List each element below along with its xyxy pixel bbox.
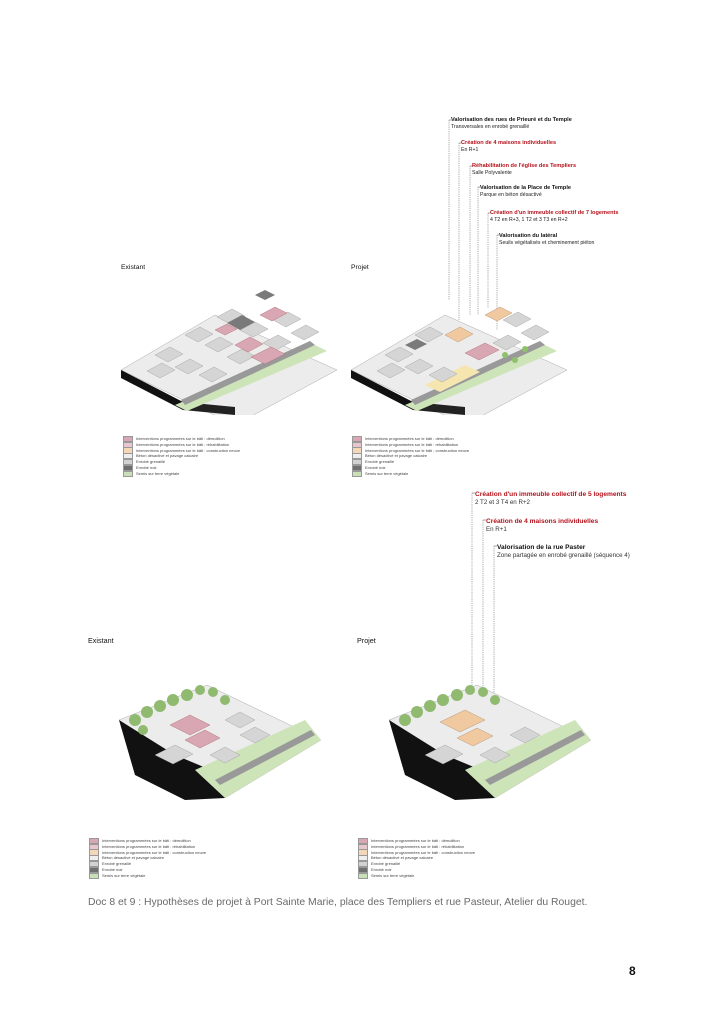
legend-item [358, 873, 475, 879]
annotation-rue-paster [497, 544, 630, 560]
annotation-maisons-doc9 [486, 518, 598, 534]
legend-label: Interventions programmées sur le bâti : réhabilitation [371, 843, 465, 849]
legend-label: Interventions programmées sur le bâti : construction neuve [136, 447, 241, 453]
doc9-existant-axonometric [115, 680, 325, 820]
legend-label: Interventions programmées sur le bâti : construction neuve [371, 849, 476, 855]
legend-label: Béton désactivé et pavage calcaire [365, 453, 428, 459]
legend-swatch [89, 873, 99, 879]
legend-label: Béton désactivé et pavage calcaire [371, 855, 434, 861]
legend-label: Béton désactivé et pavage calcaire [102, 855, 165, 861]
page-number: 8 [629, 964, 636, 978]
annotation-subtitle: En R+1 [486, 526, 507, 533]
doc8-existant-label: Existant [121, 264, 146, 271]
annotation-subtitle: En R+1 [461, 147, 479, 153]
legend-label: Semis sur terre végétale [136, 470, 180, 476]
legend-label: Interventions programmées sur le bâti : démolition [365, 436, 454, 442]
legend-label: Semis sur terre végétale [365, 470, 409, 476]
legend-label: Enrobé grenaillé [371, 861, 401, 867]
legend-label: Semis sur terre végétale [371, 872, 415, 878]
legend-label: Enrobé noir [371, 867, 392, 873]
doc8-projet-label: Projet [351, 264, 369, 271]
figure-caption: Doc 8 et 9 : Hypothèses de projet à Port Sainte Marie, place des Templiers et rue Pasteur, Atelier du Rouget. [88, 897, 588, 908]
annotation-title: Création de 4 maisons individuelles [461, 140, 557, 146]
annotation-title: Valorisation des rues de Prieuré et du Temple [451, 117, 572, 123]
doc9-projet-label: Projet [357, 636, 376, 645]
legend-label: Enrobé grenaillé [136, 459, 166, 465]
annotation-subtitle: Zone partagée en enrobé grenaillé (séquence 4) [497, 552, 630, 559]
legend-label: Béton désactivé et pavage calcaire [136, 453, 199, 459]
legend-item [89, 873, 206, 879]
annotation-title: Valorisation du latéral [499, 233, 558, 239]
doc9-existant-label: Existant [88, 636, 114, 645]
annotation-title: Création d'un immeuble collectif de 7 logements [490, 210, 619, 216]
annotation-title: Réhabilitation de l'église des Templiers [472, 163, 577, 169]
legend-label: Enrobé grenaillé [365, 459, 395, 465]
legend-label: Interventions programmées sur le bâti : construction neuve [102, 849, 207, 855]
legend-label: Interventions programmées sur le bâti : construction neuve [365, 447, 470, 453]
annotation-title: Création d'un immeuble collectif de 5 logements [475, 491, 627, 498]
legend-label: Enrobé grenaillé [102, 861, 132, 867]
doc9-projet-axonometric [385, 680, 595, 820]
legend-label: Interventions programmées sur le bâti : démolition [102, 838, 191, 844]
legend-label: Interventions programmées sur le bâti : réhabilitation [136, 441, 230, 447]
legend-label: Semis sur terre végétale [102, 872, 146, 878]
annotation-title: Valorisation de la Place de Temple [480, 185, 571, 191]
annotation-title: Création de 4 maisons individuelles [486, 518, 599, 525]
legend-label: Enrobé noir [102, 867, 123, 873]
legend-label: Interventions programmées sur le bâti : réhabilitation [102, 843, 196, 849]
doc9-projet-legend [358, 838, 475, 879]
legend-swatch [358, 873, 368, 879]
annotation-subtitle: Seuils végétalisés et cheminement piéton [499, 240, 595, 246]
annotation-subtitle: Salle Polyvalente [472, 170, 512, 176]
legend-label: Interventions programmées sur le bâti : réhabilitation [365, 441, 459, 447]
legend-label: Enrobé noir [136, 465, 157, 471]
legend-label: Interventions programmées sur le bâti : démolition [371, 838, 460, 844]
annotation-subtitle: 4 T2 en R+3, 1 T2 et 3 T3 en R+2 [490, 217, 568, 223]
annotation-subtitle: Parque en béton désactivé [480, 192, 542, 198]
legend-label: Interventions programmées sur le bâti : démolition [136, 436, 225, 442]
annotation-subtitle: 2 T2 et 3 T4 en R+2 [475, 499, 530, 506]
legend-label: Enrobé noir [365, 465, 386, 471]
annotation-immeuble-5 [475, 491, 626, 507]
annotation-title: Valorisation de la rue Paster [497, 544, 586, 551]
doc9-existant-legend [89, 838, 206, 879]
annotation-subtitle: Transversales en enrobé grenaillé [451, 124, 530, 130]
